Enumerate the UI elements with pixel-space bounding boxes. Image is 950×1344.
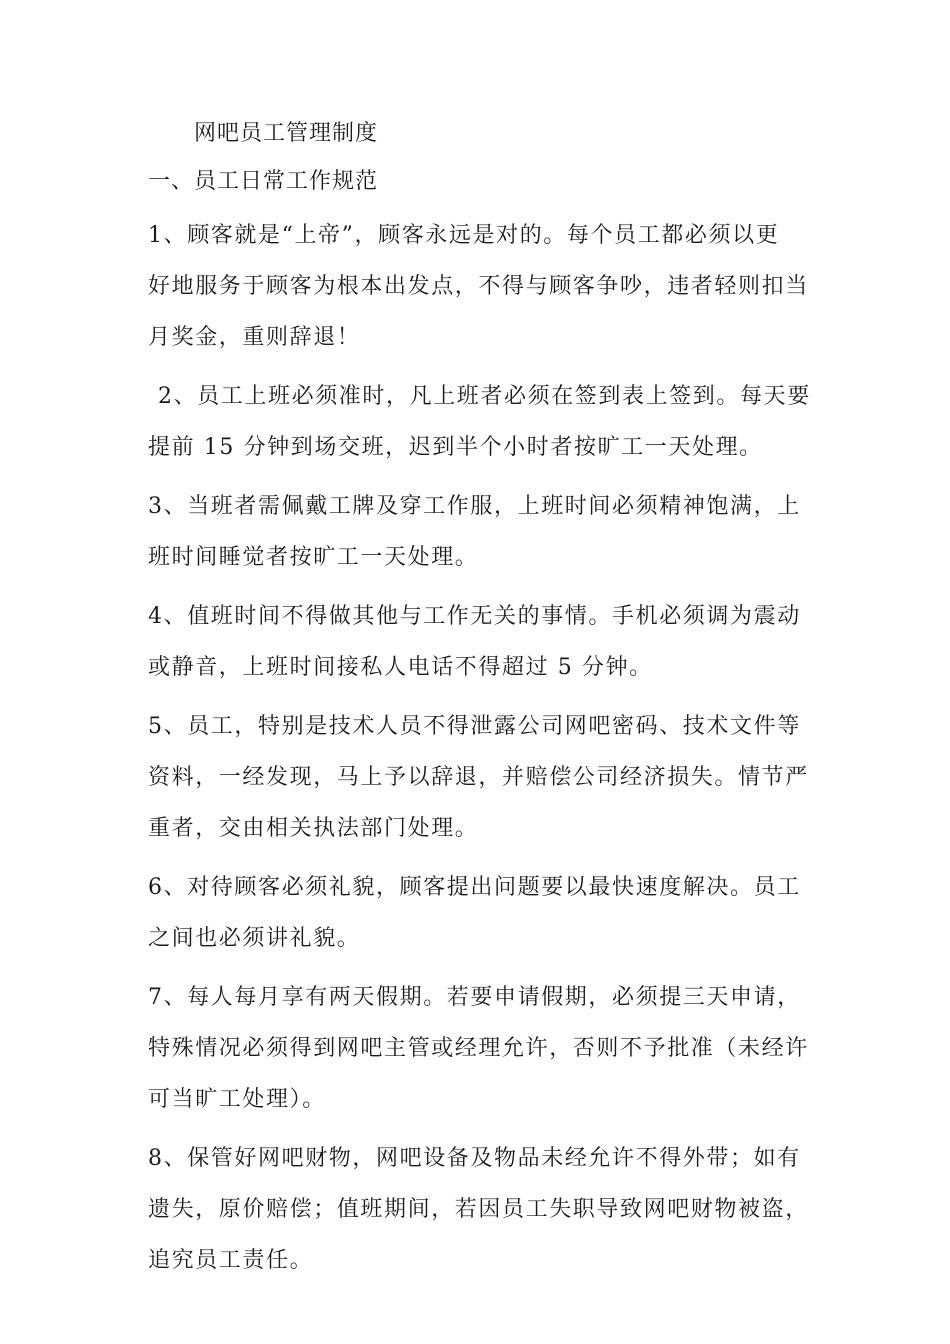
rule-line: 7、每人每月享有两天假期。若要申请假期，必须提三天申请，	[148, 985, 801, 1010]
rule-item-5	[148, 701, 813, 854]
rule-line: 追究员工责任。	[148, 1248, 314, 1273]
rule-item-1	[148, 210, 813, 363]
section-heading: 一、员工日常工作规范	[148, 169, 379, 194]
rule-line: 重者，交由相关执法部门处理。	[148, 816, 479, 841]
rule-line: 5、员工，特别是技术人员不得泄露公司网吧密码、技术文件等	[148, 714, 801, 739]
rule-item-6	[148, 862, 813, 964]
document-body	[148, 114, 813, 1286]
rule-item-8	[148, 1133, 813, 1286]
rule-line: 1、顾客就是“上帝”，顾客永远是对的。每个员工都必须以更	[148, 223, 780, 248]
rule-line: 8、保管好网吧财物，网吧设备及物品未经允许不得外带；如有	[148, 1146, 801, 1171]
rule-line: 月奖金，重则辞退！	[148, 325, 361, 350]
rule-line: 2、员工上班必须准时，凡上班者必须在签到表上签到。每天要	[158, 384, 811, 409]
rule-line: 特殊情况必须得到网吧主管或经理允许，否则不予批准（未经许	[148, 1036, 809, 1061]
rule-line: 资料，一经发现，马上予以辞退，并赔偿公司经济损失。情节严	[148, 765, 809, 790]
rule-item-2	[148, 371, 813, 473]
rule-line: 好地服务于顾客为根本出发点，不得与顾客争吵，违者轻则扣当	[148, 274, 809, 299]
rule-line: 4、值班时间不得做其他与工作无关的事情。手机必须调为震动	[148, 604, 801, 629]
rule-line: 遗失，原价赔偿；值班期间，若因员工失职导致网吧财物被盗，	[148, 1197, 809, 1222]
rule-item-7	[148, 972, 813, 1125]
rule-item-4	[148, 591, 813, 693]
document-title: 网吧员工管理制度	[194, 121, 379, 146]
rule-line: 提前 15 分钟到场交班，迟到半个小时者按旷工一天处理。	[148, 435, 763, 460]
rule-line: 之间也必须讲礼貌。	[148, 926, 361, 951]
rule-line: 或静音，上班时间接私人电话不得超过 5 分钟。	[148, 655, 653, 680]
rule-item-3	[148, 481, 813, 583]
rule-line: 3、当班者需佩戴工牌及穿工作服，上班时间必须精神饱满，上	[148, 494, 801, 519]
rule-line: 可当旷工处理）。	[148, 1087, 326, 1112]
rule-line: 班时间睡觉者按旷工一天处理。	[148, 545, 479, 570]
rule-line: 6、对待顾客必须礼貌，顾客提出问题要以最快速度解决。员工	[148, 875, 801, 900]
